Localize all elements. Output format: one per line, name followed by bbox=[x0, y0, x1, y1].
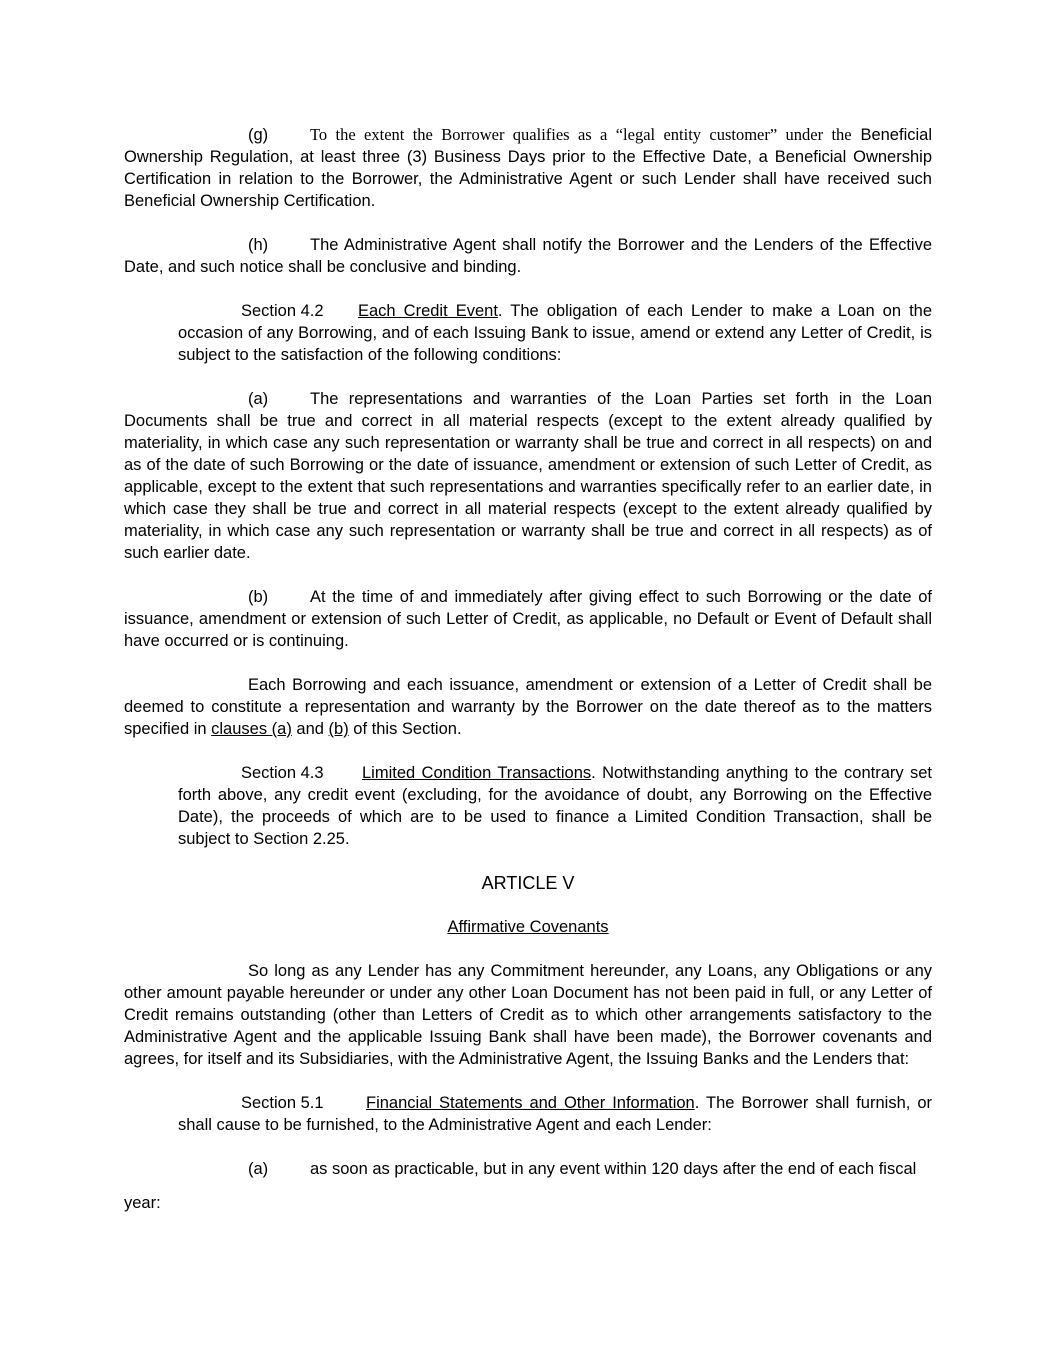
section-5-1-text: . The Borrower shall furnish, or shall cause to be furnished, to the Administrative Agent and each Lender: bbox=[178, 1094, 932, 1134]
clause-a-reference: clauses (a) bbox=[211, 720, 292, 738]
paragraph-a-text: The representations and warranties of the Loan Parties set forth in the Loan Documents shall be true and correct in all material respects (except to the extent already qualified by materiality, in which case any such representation or warranty shall be true and correct in all respects) on and as of the date of such Borrowing or the date of issuance, amendment or extension of such Letter of Credit, as applicable, except to the extent that such representations and warranties specifically refer to an earlier date, in which case they shall be true and correct in all material respects (except to the extent already qualified by materiality, in which case any such representation or warranty shall be true and correct in all respects) as of such earlier date. bbox=[124, 390, 932, 562]
clause-label-b: (b) bbox=[248, 588, 269, 606]
year-fragment: year: bbox=[124, 1194, 161, 1212]
paragraph-each-end: of this Section. bbox=[348, 720, 462, 738]
section-4-3-heading: Limited Condition Transactions bbox=[362, 764, 592, 782]
clause-b-reference: (b) bbox=[328, 720, 349, 738]
paragraph-so-long: So long as any Lender has any Commitment hereunder, any Loans, any Obligations or any other amount payable hereunder or under any other Loan Document has not been paid in full, or any Letter of Credit remains outstanding (other than Letters of Credit as to which other arrangements satisfactory to the Administrative Agent and the applicable Issuing Bank shall have been made), the Borrower covenants and agrees, for itself and its Subsidiaries, with the Administrative Agent, the Issuing Banks and the Lenders that: bbox=[124, 962, 932, 1068]
section-4-2-text: . The obligation of each Lender to make a Loan on the occasion of any Borrowing, and of each Issuing Bank to issue, amend or extend any Letter of Credit, is subject to the satisfaction of the following conditions: bbox=[178, 302, 933, 364]
document-page bbox=[124, 124, 932, 1214]
section-4-3-number: Section 4.3 bbox=[241, 764, 324, 782]
section-4-2 bbox=[178, 300, 932, 366]
paragraph-a bbox=[124, 388, 932, 564]
clause-label-g: (g) bbox=[248, 126, 269, 144]
section-5-1-heading: Financial Statements and Other Information bbox=[366, 1094, 695, 1112]
article-title: ARTICLE V bbox=[481, 873, 575, 893]
paragraph-5-1-a-text: as soon as practicable, but in any event within 120 days after the end of each fiscal bbox=[310, 1160, 917, 1178]
paragraph-g-text: Beneficial Ownership Regulation, at least three (3) Business Days prior to the Effective Date, a Beneficial Ownership Certification in relation to the Borrower, the Administrative Agent or such Lender shall have received such Beneficial Ownership Certification. bbox=[124, 126, 932, 210]
paragraph-g-lead: To the extent the Borrower qualifies as a “legal entity customer” under the bbox=[310, 125, 852, 144]
clause-label-a: (a) bbox=[248, 390, 269, 408]
paragraph-each-text: Each Borrowing and each issuance, amendment or extension of a Letter of Credit shall be deemed to constitute a representation and warranty by the Borrower on the date thereof as to the matters specified in bbox=[124, 676, 932, 738]
section-4-2-number: Section 4.2 bbox=[241, 302, 324, 320]
section-4-3-text: . Notwithstanding anything to the contrary set forth above, any credit event (excluding, for the avoidance of doubt, any Borrowing on the Effective Date), the proceeds of which are to be used to finance a Limited Condition Transaction, shall be subject to Section 2.25. bbox=[178, 764, 932, 848]
paragraph-b-text: At the time of and immediately after giving effect to such Borrowing or the date of issuance, amendment or extension of such Letter of Credit, as applicable, no Default or Event of Default shall have occurred or is continuing. bbox=[124, 588, 932, 650]
paragraph-g bbox=[124, 124, 932, 212]
paragraph-each-and: and bbox=[291, 720, 329, 738]
paragraph-each-borrowing bbox=[124, 674, 932, 740]
article-subtitle bbox=[124, 916, 932, 938]
section-5-1-number: Section 5.1 bbox=[241, 1094, 324, 1112]
article-subtitle-text: Affirmative Covenants bbox=[447, 918, 609, 936]
clause-label-h: (h) bbox=[248, 236, 269, 254]
section-4-2-heading: Each Credit Event bbox=[358, 302, 498, 320]
paragraph-b bbox=[124, 586, 932, 652]
section-5-1 bbox=[178, 1092, 932, 1136]
paragraph-h bbox=[124, 234, 932, 278]
clause-label-5-1-a: (a) bbox=[248, 1160, 269, 1178]
paragraph-h-text: The Administrative Agent shall notify the Borrower and the Lenders of the Effective Date, and such notice shall be conclusive and binding. bbox=[124, 236, 932, 276]
paragraph-5-1-a bbox=[124, 1158, 932, 1180]
section-4-3 bbox=[178, 762, 932, 850]
